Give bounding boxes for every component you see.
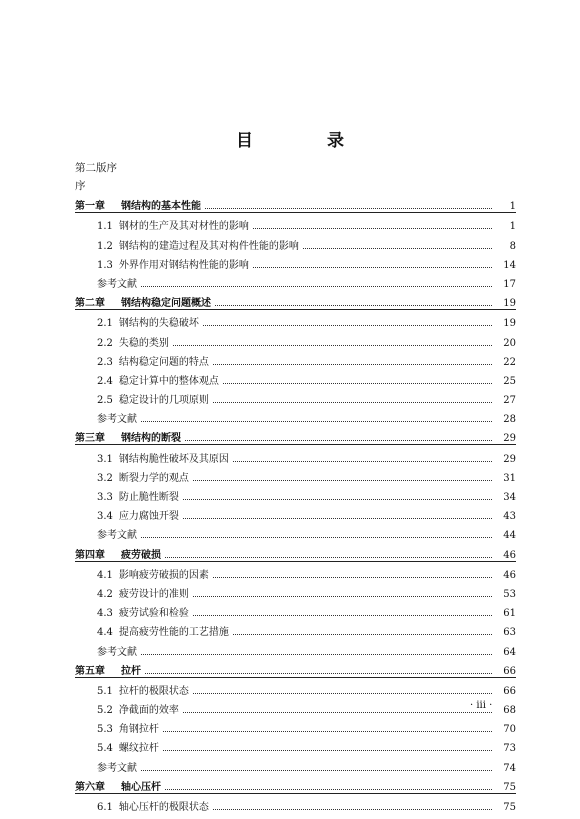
- page-ref: 1: [509, 221, 516, 233]
- section-title: 稳定计算中的整体观点: [118, 375, 219, 387]
- dot-leader: [141, 770, 492, 771]
- page-ref: 19: [503, 318, 516, 330]
- toc-section-row: [75, 735, 516, 754]
- toc-references-row: [75, 754, 516, 773]
- toc-section-row: [75, 329, 516, 348]
- section-number: 2.2: [97, 337, 113, 349]
- dot-leader: [141, 421, 492, 422]
- page-ref: 29: [503, 433, 516, 445]
- toc-section-row: [75, 562, 516, 581]
- dot-leader: [193, 480, 492, 481]
- chapter-number: 第五章: [75, 665, 105, 677]
- dot-leader: [185, 440, 492, 441]
- section-number: 4.4: [97, 627, 113, 639]
- dot-leader: [233, 634, 492, 635]
- toc-chapter-row: [75, 290, 516, 310]
- references-label: 参考文献: [97, 414, 137, 426]
- toc-references-row: [75, 406, 516, 425]
- page-ref: 74: [503, 762, 516, 774]
- toc-section-row: [75, 581, 516, 600]
- section-title: 防止脆性断裂: [118, 492, 179, 503]
- toc-section-row: [75, 697, 516, 716]
- toc-section-row: [75, 387, 516, 406]
- dot-leader: [203, 325, 492, 326]
- section-number: 2.3: [97, 356, 113, 368]
- page-ref: 73: [503, 743, 516, 755]
- section-title: 角钢拉杆: [118, 724, 159, 736]
- references-label: 参考文献: [97, 278, 137, 290]
- dot-leader: [173, 345, 492, 346]
- toc-chapter-row: [75, 425, 516, 445]
- toc-chapter-row: [75, 774, 516, 794]
- toc-section-row: [75, 465, 516, 484]
- section-title: 失稳的类别: [118, 337, 169, 349]
- section-title: 净截面的效率: [118, 705, 179, 717]
- chapter-number: 第一章: [75, 201, 105, 213]
- chapter-title: 疲劳破损: [121, 549, 161, 561]
- dot-leader: [163, 731, 492, 732]
- front-matter-preface-2nd: 第二版序: [75, 162, 117, 174]
- section-number: 5.3: [97, 724, 113, 736]
- toc-section-row: [75, 368, 516, 387]
- toc-section-row: [75, 232, 516, 251]
- dot-leader: [193, 615, 492, 616]
- page-number: · iii ·: [470, 700, 493, 711]
- references-label: 参考文献: [97, 762, 137, 774]
- section-number: 5.2: [97, 705, 113, 717]
- toc-section-row: [75, 794, 516, 813]
- section-title: 轴心压杆的极限状态: [118, 802, 209, 813]
- dot-leader: [213, 809, 492, 810]
- references-label: 参考文献: [97, 530, 137, 542]
- section-title: 钢结构的建造过程及其对构件性能的影响: [118, 240, 299, 252]
- section-title: 提高疲劳性能的工艺措施: [118, 627, 229, 639]
- chapter-number: 第四章: [75, 549, 105, 561]
- toc-section-row: [75, 310, 516, 329]
- page-ref: 66: [503, 665, 516, 677]
- dot-leader: [233, 461, 492, 462]
- toc-section-row: [75, 484, 516, 503]
- section-number: 1.2: [97, 240, 113, 252]
- page-ref: 34: [503, 492, 516, 503]
- chapter-title: 钢结构的基本性能: [121, 201, 201, 213]
- page-ref: 68: [503, 705, 516, 717]
- toc-references-row: [75, 271, 516, 290]
- page-ref: 44: [503, 530, 516, 542]
- dot-leader: [193, 693, 492, 694]
- page-ref: 27: [503, 395, 516, 407]
- dot-leader: [183, 712, 492, 713]
- section-number: 5.1: [97, 685, 113, 697]
- dot-leader: [183, 499, 492, 500]
- section-title: 应力腐蚀开裂: [118, 511, 179, 523]
- page-ref: 63: [503, 627, 516, 639]
- page-title: 目 录: [236, 131, 378, 151]
- section-number: 3.3: [97, 492, 113, 503]
- dot-leader: [141, 286, 492, 287]
- section-number: 3.1: [97, 453, 113, 465]
- toc-section-row: [75, 678, 516, 697]
- section-number: 3.2: [97, 472, 113, 484]
- page-ref: 8: [509, 240, 516, 252]
- section-number: 2.1: [97, 318, 113, 330]
- toc-section-row: [75, 252, 516, 271]
- toc-chapter-row: [75, 658, 516, 678]
- section-number: 4.3: [97, 608, 113, 620]
- page-ref: 43: [503, 511, 516, 523]
- page-ref: 46: [503, 569, 516, 581]
- dot-leader: [223, 383, 492, 384]
- section-title: 外界作用对钢结构性能的影响: [118, 259, 249, 271]
- toc-section-row: [75, 716, 516, 735]
- section-number: 5.4: [97, 743, 113, 755]
- chapter-title: 轴心压杆: [121, 781, 161, 793]
- page-ref: 61: [503, 608, 516, 620]
- dot-leader: [213, 577, 492, 578]
- page-ref: 14: [503, 259, 516, 271]
- page-ref: 19: [503, 298, 516, 310]
- section-title: 钢材的生产及其对材性的影响: [118, 221, 249, 233]
- dot-leader: [163, 750, 492, 751]
- section-title: 螺纹拉杆: [118, 743, 159, 755]
- section-title: 断裂力学的观点: [118, 472, 189, 484]
- section-title: 结构稳定问题的特点: [118, 356, 209, 368]
- section-title: 疲劳试验和检验: [118, 608, 189, 620]
- page-ref: 28: [503, 414, 516, 426]
- dot-leader: [145, 673, 492, 674]
- section-title: 拉杆的极限状态: [118, 685, 189, 697]
- chapter-title: 钢结构稳定问题概述: [121, 298, 211, 310]
- dot-leader: [253, 228, 492, 229]
- section-number: 2.5: [97, 395, 113, 407]
- page-ref: 75: [503, 781, 516, 793]
- dot-leader: [141, 537, 492, 538]
- dot-leader: [183, 518, 492, 519]
- page-ref: 1: [509, 201, 516, 213]
- section-title: 钢结构的失稳破坏: [118, 318, 199, 330]
- front-matter-preface: 序: [75, 180, 86, 192]
- toc-references-row: [75, 638, 516, 657]
- section-number: 3.4: [97, 511, 113, 523]
- chapter-title: 钢结构的断裂: [121, 433, 181, 445]
- section-number: 2.4: [97, 375, 113, 387]
- page-ref: 66: [503, 685, 516, 697]
- section-number: 1.1: [97, 221, 113, 233]
- dot-leader: [165, 789, 492, 790]
- toc-section-row: [75, 503, 516, 522]
- page-ref: 53: [503, 588, 516, 600]
- page-ref: 22: [503, 356, 516, 368]
- toc-references-row: [75, 522, 516, 541]
- page-ref: 46: [503, 549, 516, 561]
- dot-leader: [193, 596, 492, 597]
- toc-section-row: [75, 445, 516, 464]
- page-ref: 17: [503, 278, 516, 290]
- chapter-number: 第三章: [75, 433, 105, 445]
- section-title: 疲劳设计的准则: [118, 588, 189, 600]
- references-label: 参考文献: [97, 646, 137, 658]
- page-ref: 31: [503, 472, 516, 484]
- section-number: 1.3: [97, 259, 113, 271]
- dot-leader: [213, 402, 492, 403]
- dot-leader: [213, 364, 492, 365]
- dot-leader: [215, 305, 492, 306]
- table-of-contents: [75, 193, 516, 813]
- toc-section-row: [75, 213, 516, 232]
- section-title: 影响疲劳破损的因素: [118, 569, 209, 581]
- chapter-title: 拉杆: [121, 665, 141, 677]
- page-ref: 70: [503, 724, 516, 736]
- dot-leader: [165, 557, 492, 558]
- toc-section-row: [75, 600, 516, 619]
- section-title: 稳定设计的几项原则: [118, 395, 209, 407]
- page-ref: 75: [503, 802, 516, 813]
- toc-section-row: [75, 349, 516, 368]
- section-title: 钢结构脆性破坏及其原因: [118, 453, 229, 465]
- page-ref: 64: [503, 646, 516, 658]
- dot-leader: [141, 654, 492, 655]
- dot-leader: [253, 267, 492, 268]
- dot-leader: [303, 248, 492, 249]
- dot-leader: [205, 208, 492, 209]
- page-ref: 20: [503, 337, 516, 349]
- section-number: 4.2: [97, 588, 113, 600]
- toc-chapter-row: [75, 541, 516, 561]
- page-ref: 29: [503, 453, 516, 465]
- section-number: 6.1: [97, 802, 113, 813]
- toc-chapter-row: [75, 193, 516, 213]
- chapter-number: 第二章: [75, 298, 105, 310]
- chapter-number: 第六章: [75, 781, 105, 793]
- section-number: 4.1: [97, 569, 113, 581]
- page-ref: 25: [503, 375, 516, 387]
- toc-section-row: [75, 619, 516, 638]
